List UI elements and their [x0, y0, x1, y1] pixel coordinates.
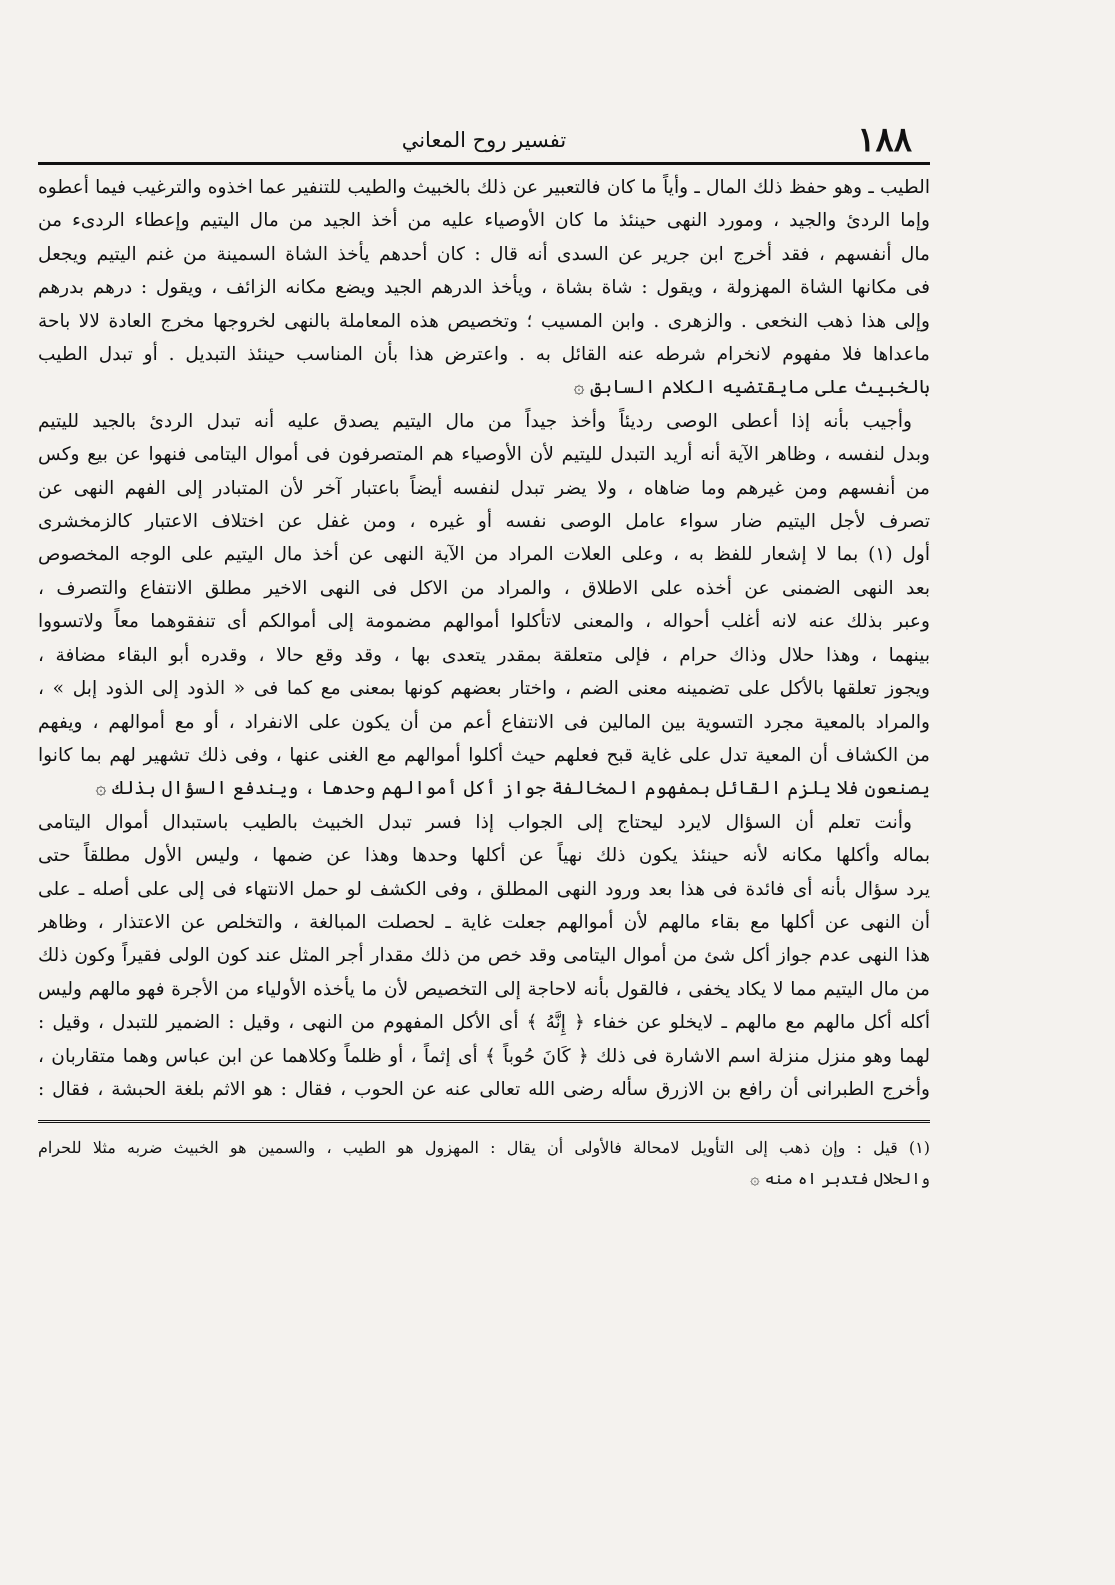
- text-line: بالخبيث على مايقتضيه الكلام السابق ۞: [573, 377, 930, 399]
- text-line: من أنفسهم ومن غيرهم وما ضاهاه ، ولا يضر تبدل لنفسه أيضاً باعتبار آخر لأن المتبادر إلى الفهم النهى عن: [38, 477, 930, 499]
- text-line: من الكشاف أن المعية تدل على غاية قبح فعلهم حيث أكلوا أموالهم مع الغنى عنها ، وفى ذلك تشهير لهم بما كانوا: [38, 744, 930, 766]
- text-line: وأجيب بأنه إذا أعطى الوصى رديئاً وأخذ جيداً من مال اليتيم يصدق عليه أنه تبدل الردئ بالجيد لليتيم: [38, 410, 912, 432]
- text-line: ويجوز تعلقها بالأكل على تضمينه معنى الضم ، واختار بعضهم كونها بمعنى مع كما فى « الذود إلى الذود إبل » ،: [38, 678, 930, 700]
- text-line: مال أنفسهم ، فقد أخرج ابن جرير عن السدى أنه قال : كان أحدهم يأخذ الشاة السمينة من غنم اليتيم ويجعل: [38, 243, 930, 265]
- text-line: يصنعون فلا يلزم القائل بمفهوم المخالفة جواز أكل أموالهم وحدها ، ويندفع السؤال بذلك ۞: [95, 778, 930, 800]
- text-line: الطيب ـ وهو حفظ ذلك المال ـ وأياً ما كان فالتعبير عن ذلك بالخبيث والطيب للتنفير عما اخذوه والترغيب فيما أعطوه: [38, 177, 930, 198]
- page-number: ١٨٨: [857, 120, 912, 160]
- footnote-line: والحلال فتدبر اه منه ۞: [750, 1169, 930, 1189]
- text-line: ماعداها فلا مفهوم لانخرام شرطه عنه القائل به . واعترض هذا بأن المناسب حينئذ التبديل . أو تبدل الطيب: [38, 344, 930, 366]
- book-title: تفسير روح المعاني: [401, 128, 567, 152]
- text-line: بينهما ، وهذا حلال وذاك حرام ، فإلى متعلقة بمقدر يتعدى بها ، وقد وقع حالا ، وقدره أبو البقاء مضافة ،: [38, 644, 930, 666]
- footnotes: [38, 1132, 930, 1194]
- text-line: بماله وأكلها مكانه لأنه حينئذ يكون ذلك نهياً عن أكلها وحدها وهذا عن ضمها ، وليس الأول مطلقاً حتى: [38, 845, 930, 867]
- text-line: وإلى هذا ذهب النخعى . والزهرى . وابن المسيب ؛ وتخصيص هذه المعاملة بالنهى لخروجها مخرج العادة لالا باحة: [38, 310, 930, 332]
- text-line: والمراد بالمعية مجرد التسوية بين المالين فى الانتفاع أعم من أن يكون على الانفراد ، أو مع أموالهم ، ويفهم: [38, 711, 930, 733]
- text-line: تصرف لأجل اليتيم ضار سواء عامل الوصى نفسه أو غيره ، ومن غفل عن اختلاف الاعتبار كالزمخشرى: [38, 511, 930, 533]
- text-line: فى مكانها الشاة المهزولة ، ويقول : شاة بشاة ، ويأخذ الدرهم الجيد ويضع مكانه الزائف ، ويقول : درهم بدرهم: [38, 277, 930, 299]
- footnote-line: (١) قيل : وإن ذهب إلى التأويل لامحالة فالأولى أن يقال : المهزول هو الطيب ، والسمين هو الخبيث ضربه مثلا للحرام: [38, 1138, 930, 1158]
- page: [38, 118, 930, 1194]
- text-line: من مال اليتيم مما لا يكاد يخفى ، فالقول بأنه لاحاجة إلى التخصيص لأن ما يأخذه الأولياء من الأجرة فهو مالهم وليس: [38, 978, 930, 1000]
- text-line: لهما وهو منزل منزلة اسم الاشارة فى ذلك ﴿ كَانَ حُوباً ﴾ أى إثماً ، أو ظلماً وكلاهما عن ابن عباس وهما متقاربان ،: [38, 1045, 930, 1067]
- main-text: [38, 171, 930, 1106]
- text-line: أول (١) بما لا إشعار للفظ به ، وعلى العلات المراد من الآية النهى عن أخذ مال اليتيم على الوجه المخصوص: [38, 544, 930, 566]
- text-line: أن النهى عن أكلها مع بقاء مالهم لأن أموالهم جعلت غاية ـ لحصلت المبالغة ، والتخلص عن الاعتذار ، وظاهر: [38, 911, 930, 933]
- page-header: [38, 118, 930, 165]
- text-line: بعد النهى الضمنى عن أخذه على الاطلاق ، والمراد من الاكل فى النهى الاخير مطلق الانتفاع والتصرف ،: [38, 577, 930, 599]
- text-line: وإما الردئ والجيد ، ومورد النهى حينئذ ما كان الأوصياء عليه من أخذ الجيد من مال اليتيم وإعطاء الردىء من: [38, 210, 930, 232]
- text-line: وأخرج الطبرانى أن رافع بن الازرق سأله رضى الله تعالى عنه عن الحوب ، فقال : هو الاثم بلغة الحبشة ، فقال :: [38, 1078, 930, 1100]
- text-line: وأنت تعلم أن السؤال لايرد ليحتاج إلى الجواب إذا فسر تبدل الخبيث بالطيب باستبدال أموال اليتامى: [38, 811, 912, 833]
- text-line: يرد سؤال بأنه أى فائدة فى هذا بعد ورود النهى المطلق ، وفى الكشف لو حمل الانتهاء فى إلى على أصله ـ على: [38, 878, 930, 900]
- text-line: وعبر بذلك عنه لانه أغلب أحواله ، والمعنى لاتأكلوا أموالهم مضمومة إلى أموالكم أى تنفقوهما معاً ولاتسووا: [38, 611, 930, 633]
- text-line: أكله أكل مالهم مع مالهم ـ لايخلو عن خفاء ﴿ إِنَّهُ ﴾ أى الأكل المفهوم من النهى ، وقيل : الضمير للتبدل ، وقيل :: [38, 1012, 930, 1034]
- text-line: وبدل لنفسه ، وظاهر الآية أنه أريد التبدل لليتيم لأن الأوصياء هم المتصرفون فى أموال اليتامى فنهوا عن بيع وكس: [38, 444, 930, 466]
- footnote-divider: [38, 1120, 930, 1126]
- text-line: هذا النهى عدم جواز أكل شئ من أموال اليتامى وقد خص من ذلك مقدار أجر المثل عند كون الولى فقيراً وكون ذلك: [38, 945, 930, 967]
